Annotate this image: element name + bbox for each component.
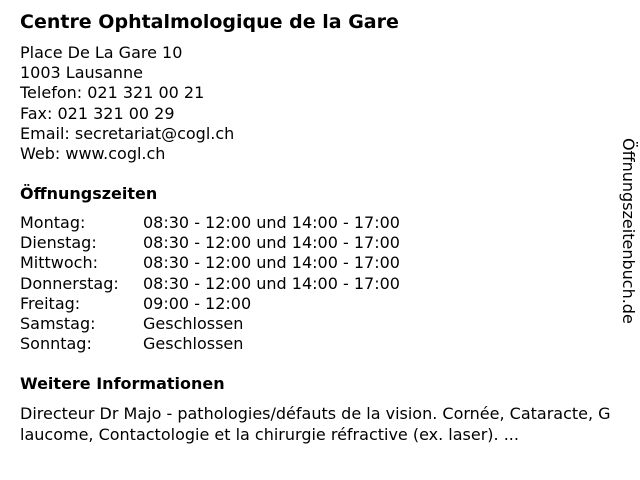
- hours-row-sunday: [20, 334, 400, 354]
- hours-row-friday: [20, 294, 400, 314]
- hours-time: 08:30 - 12:00 und 14:00 - 17:00: [143, 253, 400, 273]
- hours-row-thursday: [20, 274, 400, 294]
- address-city: 1003 Lausanne: [20, 63, 143, 83]
- hours-time: 08:30 - 12:00 und 14:00 - 17:00: [143, 233, 400, 253]
- hours-row-saturday: [20, 314, 400, 334]
- hours-heading: Öffnungszeiten: [20, 184, 158, 203]
- hours-day: Montag:: [20, 213, 86, 232]
- hours-day: Mittwoch:: [20, 253, 98, 273]
- page-title: Centre Ophtalmologique de la Gare: [20, 11, 399, 33]
- address-fax: Fax: 021 321 00 29: [20, 103, 175, 123]
- address-web: Web: www.cogl.ch: [20, 144, 166, 164]
- hours-day: Samstag:: [20, 314, 96, 334]
- hours-time: 08:30 - 12:00 und 14:00 - 17:00: [143, 273, 400, 293]
- hours-time: 08:30 - 12:00 und 14:00 - 17:00: [143, 213, 400, 232]
- hours-time: Geschlossen: [143, 314, 244, 334]
- hours-day: Donnerstag:: [20, 273, 119, 293]
- hours-row-monday: [20, 213, 400, 233]
- hours-day: Sonntag:: [20, 334, 92, 354]
- address-block: [20, 43, 234, 164]
- site-watermark-label: Öffnungszeitenbuch.de: [619, 138, 638, 324]
- hours-day: Dienstag:: [20, 233, 97, 253]
- address-phone: Telefon: 021 321 00 21: [20, 83, 205, 103]
- hours-row-wednesday: [20, 253, 400, 273]
- hours-row-tuesday: [20, 233, 400, 253]
- info-description: Directeur Dr Majo - pathologies/défauts de la vision. Cornée, Cataracte, Glaucome, Contactologie et la chirurgie réfractive (ex. laser). ...: [20, 404, 611, 444]
- address-street: Place De La Gare 10: [20, 43, 183, 62]
- hours-time: 09:00 - 12:00: [143, 293, 252, 313]
- hours-table: [20, 213, 400, 354]
- hours-time: Geschlossen: [143, 334, 244, 354]
- address-email: Email: secretariat@cogl.ch: [20, 123, 235, 143]
- info-heading: Weitere Informationen: [20, 374, 225, 393]
- hours-day: Freitag:: [20, 293, 81, 313]
